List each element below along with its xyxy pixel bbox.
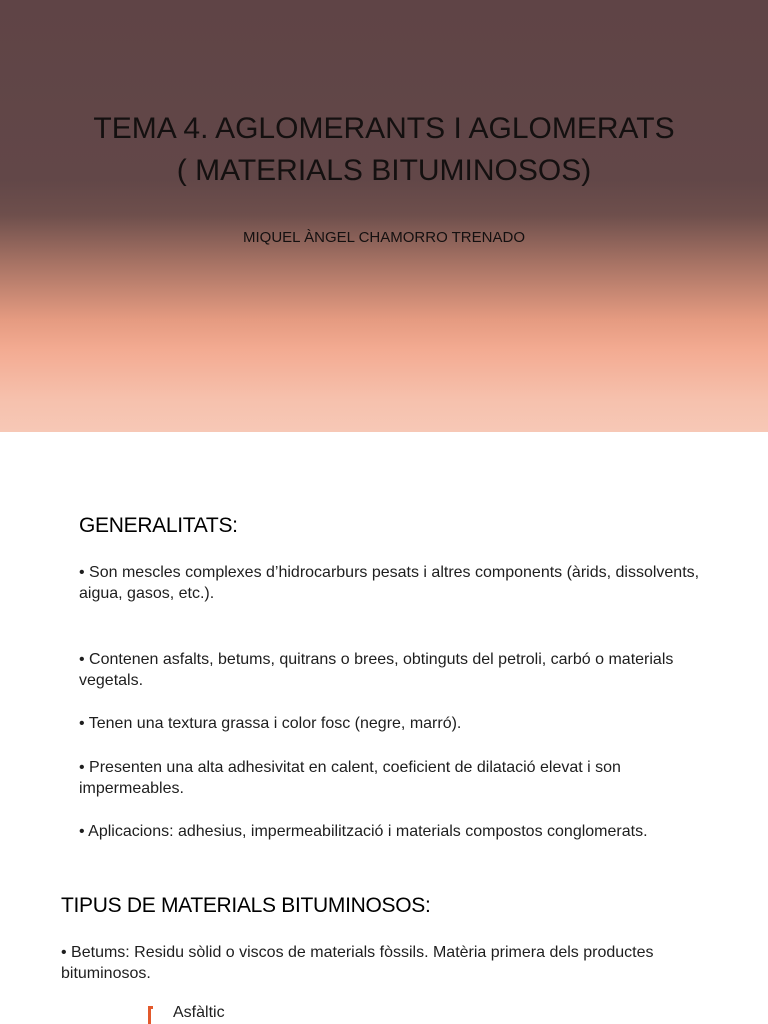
slide-title xyxy=(0,108,768,192)
title-line-1: TEMA 4. AGLOMERANTS I AGLOMERATS xyxy=(93,112,675,145)
bullet-item: • Aplicacions: adhesius, impermeabilització i materials compostos conglomerats. xyxy=(79,823,648,840)
bullet-item: • Son mescles complexes d’hidrocarburs pesats i altres components (àrids, dissolvents, aigua, gasos, etc.). xyxy=(79,564,700,602)
heading-generalitats: GENERALITATS: xyxy=(79,514,238,537)
bullet-item: • Betums: Residu sòlid o viscos de materials fòssils. Matèria primera dels productes bituminosos. xyxy=(61,944,654,982)
sub-item-label: Asfàltic xyxy=(173,1004,225,1021)
bullet-item: • Presenten una alta adhesivitat en calent, coeficient de dilatació elevat i son impermeables. xyxy=(79,759,621,797)
content-slide xyxy=(0,432,768,1024)
heading-tipus: TIPUS DE MATERIALS BITUMINOSOS: xyxy=(61,894,431,917)
bullet-item: • Tenen una textura grassa i color fosc (negre, marró). xyxy=(79,715,462,732)
sub-item-asfaltic xyxy=(148,1004,225,1024)
author-name: MIQUEL ÀNGEL CHAMORRO TRENADO xyxy=(243,229,525,246)
title-slide xyxy=(0,0,768,432)
bullet-item: • Contenen asfalts, betums, quitrans o brees, obtinguts del petroli, carbó o materials vegetals. xyxy=(79,651,674,689)
bracket-marker xyxy=(148,1006,153,1024)
title-line-2: ( MATERIALS BITUMINOSOS) xyxy=(176,154,592,187)
